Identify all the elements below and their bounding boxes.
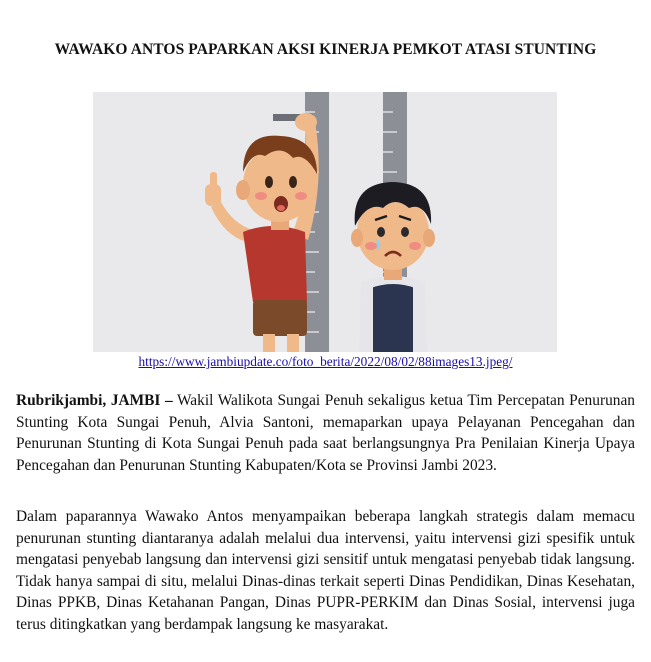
- paragraph-lead: [16, 390, 635, 476]
- article-title: WAWAKO ANTOS PAPARKAN AKSI KINERJA PEMKOT ATASI STUNTING: [54, 41, 597, 58]
- paragraph-body: Dalam paparannya Wawako Antos menyampaikan beberapa langkah strategis dalam memacu penurunan stunting diantaranya adalah melalui dua intervensi, yaitu intervensi gizi spesifik untuk mengatasi penyebab langsung dan intervensi gizi sensitif untuk mengatasi penyebab tidak langsung. Tidak hanya sampai di situ, melalui Dinas-dinas terkait seperti Dinas Pendidikan, Dinas Kesehatan, Dinas PPKB, Dinas Ketahanan Pangan, Dinas PUPR-PERKIM dan Dinas Sosial, intervensi juga terus ditingkatkan yang berdampak langsung ke masyarakat.: [16, 508, 635, 633]
- image-source-link[interactable]: https://www.jambiupdate.co/foto_berita/2022/08/02/88images13.jpeg/: [138, 354, 513, 369]
- paragraph-lead-body: Wakil Walikota Sungai Penuh sekaligus ketua Tim Percepatan Penurunan Stunting Kota Sungai Penuh, Alvia Santoni, memaparkan upaya Pelayanan Pencegahan dan Penurunan Stunting di Kota Sungai Penuh pada saat berlangsungnya Pra Penilaian Kinerja Upaya Pencegahan dan Penurunan Stunting Kabupaten/Kota se Provinsi Jambi 2023.: [16, 392, 635, 474]
- dateline: Rubrikjambi, JAMBI –: [16, 392, 173, 409]
- image-caption: [0, 353, 651, 371]
- children-height-measurement-illustration: [93, 92, 557, 352]
- article-image: [93, 92, 557, 352]
